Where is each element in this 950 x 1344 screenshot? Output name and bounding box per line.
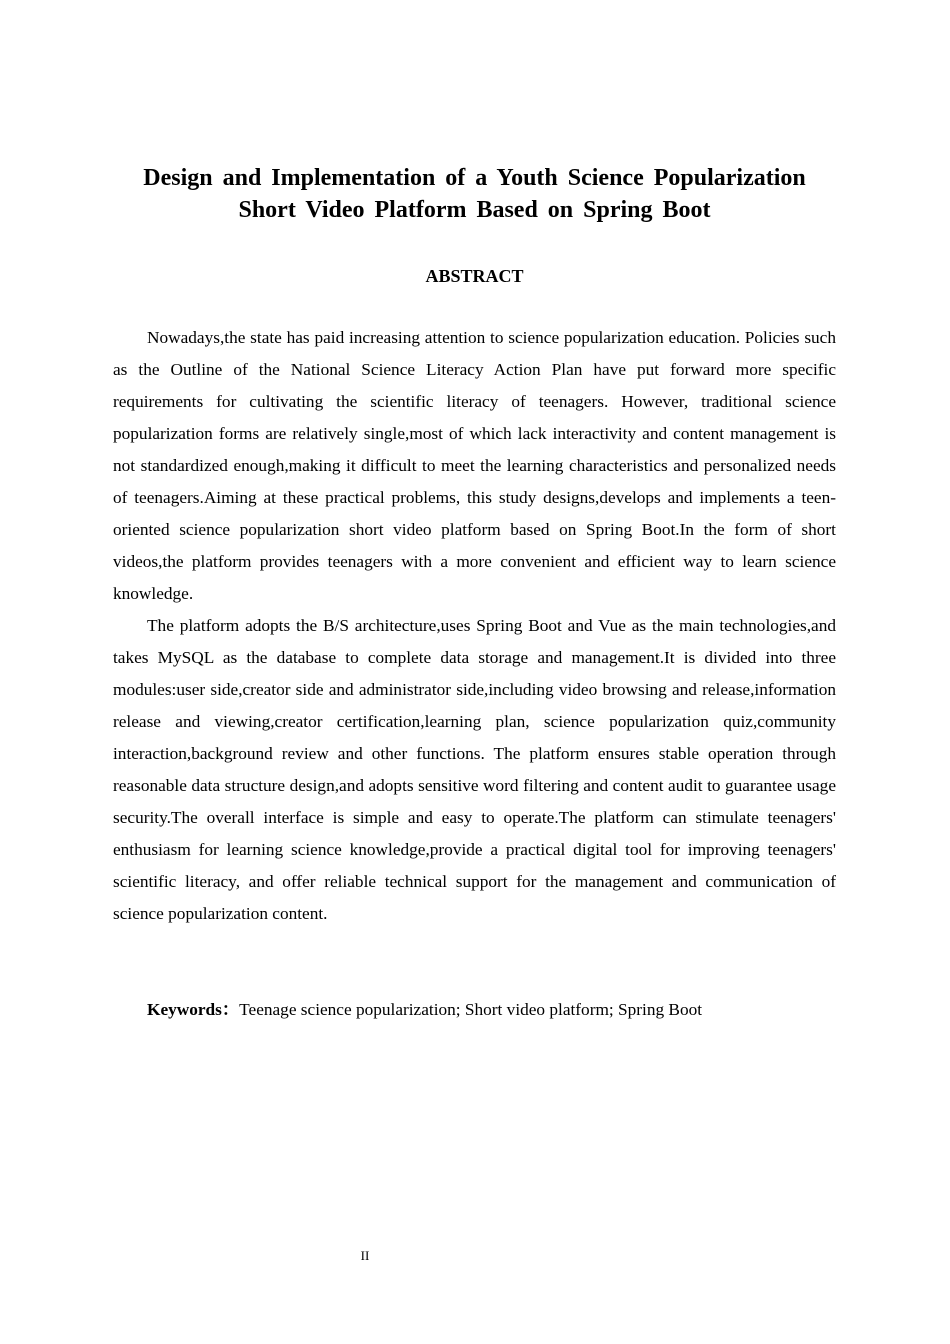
abstract-paragraph-2: The platform adopts the B/S architecture,uses Spring Boot and Vue as the main technologies,and takes MySQL as the database to complete data storage and management.It is divided into three modules:user side,creator side and administrator side,including video browsing and release,information release and viewing,creator certification,learning plan, science popularization quiz,community interaction,background review and other functions. The platform ensures stable operation through reasonable data structure design,and adopts sensitive word filtering and content audit to guarantee usage security.The overall interface is simple and easy to operate.The platform can stimulate teenagers' enthusiasm for learning science knowledge,provide a practical digital tool for improving teenagers' scientific literacy, and offer reliable technical support for the management and communication of science popularization content.: [113, 616, 836, 923]
keywords-text: Teenage science popularization; Short video platform; Spring Boot: [239, 1000, 703, 1019]
keywords-label: Keywords：: [147, 1000, 240, 1019]
abstract-paragraph-1: Nowadays,the state has paid increasing attention to science popularization education. Policies such as the Outline of the National Science Literacy Action Plan have put forward more specific requirements for cultivating the scientific literacy of teenagers. However, traditional science popularization forms are relatively single,most of which lack interactivity and content management is not standardized enough,making it difficult to meet the learning characteristics and personalized needs of teenagers.Aiming at these practical problems, this study designs,develops and implements a teen-oriented science popularization short video platform based on Spring Boot.In the form of short videos,the platform provides teenagers with a more convenient and efficient way to learn science knowledge.: [113, 328, 836, 603]
keywords-line: [147, 994, 836, 1026]
paper-title-line-1: Design and Implementation of a Youth Science Popularization: [143, 165, 806, 191]
abstract-heading: ABSTRACT: [425, 266, 524, 286]
paper-title-line-2: Short Video Platform Based on Spring Boot: [238, 197, 711, 223]
paper-title: [113, 162, 836, 226]
page-number: II: [360, 1248, 370, 1263]
abstract-body: [113, 322, 836, 930]
